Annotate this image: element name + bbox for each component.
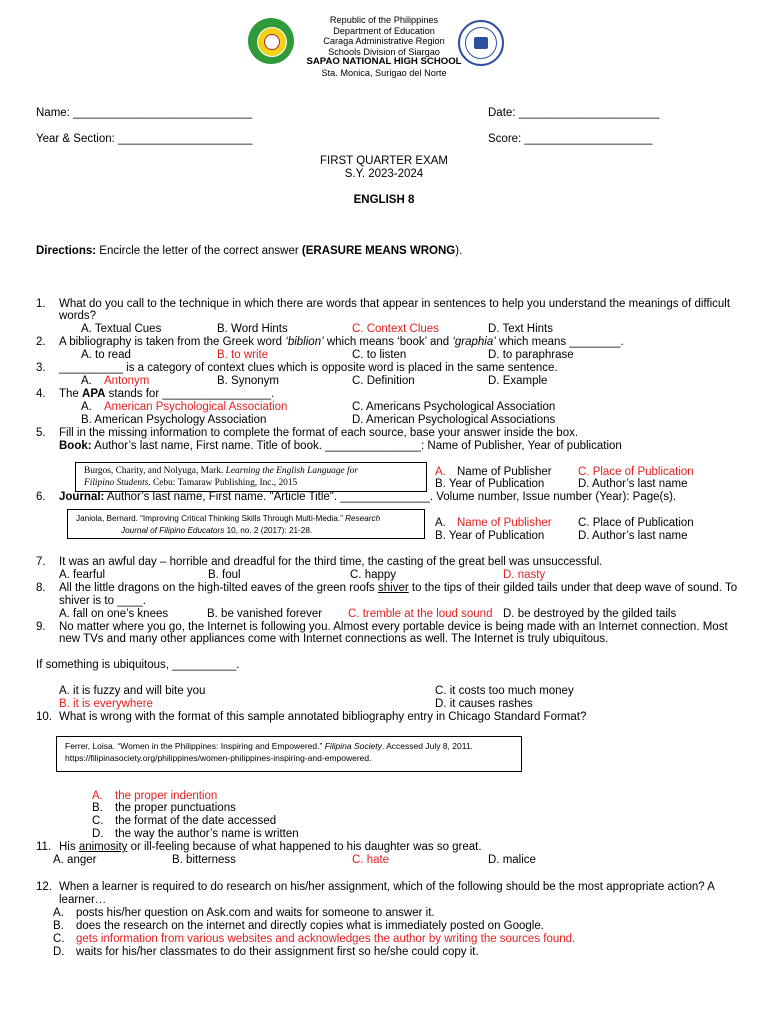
option-c[interactable]: C. Americans Psychological Association: [352, 401, 556, 413]
question-number: 8.: [36, 582, 46, 594]
citation-text: . Accessed July 8, 2011.: [381, 741, 473, 751]
target-word: shiver: [378, 582, 409, 594]
question-text: learner…: [59, 894, 107, 906]
option-a-letter: A.: [81, 401, 92, 413]
subject: ENGLISH 8: [353, 194, 415, 206]
question-text: When a learner is required to do research on his/her assignment, which of the following should be the most appropriate action? A: [59, 881, 715, 893]
citation-box: [75, 462, 427, 492]
option-a-letter: A.: [92, 790, 103, 802]
option-d[interactable]: the way the author’s name is written: [115, 828, 299, 840]
option-d[interactable]: D. Example: [488, 375, 548, 387]
option-c[interactable]: C. Definition: [352, 375, 415, 387]
option-a[interactable]: Name of Publisher: [457, 466, 552, 478]
citation-title: Learning the English Language for: [225, 466, 358, 476]
option-b[interactable]: B. be vanished forever: [207, 608, 323, 620]
option-b[interactable]: B. American Psychology Association: [81, 414, 267, 426]
citation-line: [76, 513, 416, 525]
option-c[interactable]: C. to listen: [352, 349, 407, 361]
option-b-letter: B.: [92, 802, 103, 814]
option-a[interactable]: A. anger: [53, 854, 97, 866]
option-a-answer[interactable]: the proper indention: [115, 790, 218, 802]
option-b[interactable]: B. Synonym: [217, 375, 279, 387]
option-c[interactable]: C. it costs too much money: [435, 685, 574, 697]
option-c-answer[interactable]: C. tremble at the loud sound: [348, 608, 493, 620]
option-b[interactable]: B. Year of Publication: [435, 478, 545, 490]
option-a[interactable]: A. fall on one’s knees: [59, 608, 169, 620]
question-number: 12.: [36, 881, 52, 893]
option-d[interactable]: waits for his/her classmates to do their assignment first so he/she could copy it.: [76, 946, 479, 958]
question-number: 3.: [36, 362, 46, 374]
directions-emphasis: (ERASURE MEANS WRONG: [301, 245, 456, 257]
option-d[interactable]: D. malice: [488, 854, 536, 866]
option-b-letter: B.: [53, 920, 64, 932]
option-d[interactable]: D. to paraphrase: [488, 349, 574, 361]
option-b[interactable]: B. bitterness: [172, 854, 236, 866]
citation-title: Research: [345, 514, 381, 523]
question-number: 2.: [36, 336, 46, 348]
option-c-answer[interactable]: C. Context Clues: [352, 323, 439, 335]
book-format: [59, 440, 622, 453]
question-number: 5.: [36, 427, 46, 439]
score-field[interactable]: Score: ____________________: [488, 133, 653, 145]
question-text: What is wrong with the format of this sample annotated bibliography entry in Chicago Standard Format?: [59, 711, 587, 723]
option-a[interactable]: A. it is fuzzy and will bite you: [59, 685, 206, 697]
option-c-answer[interactable]: C. hate: [352, 854, 390, 866]
text-part: which means ‘book’ and: [323, 336, 453, 348]
text-part: or ill-feeling because of what happened to his daughter was so great.: [127, 841, 482, 853]
option-c-letter: C.: [92, 815, 104, 827]
option-a[interactable]: A. fearful: [59, 569, 106, 581]
question-text: [59, 582, 737, 595]
question-text: [59, 388, 274, 401]
greek-word: ‘biblion’: [285, 336, 324, 348]
directions-end: ).: [455, 245, 463, 257]
text-part: to the tips of their gilded tails under that deep wave of sound. To: [408, 582, 738, 594]
text-part: His: [59, 841, 79, 853]
option-d[interactable]: D. Author’s last name: [578, 478, 688, 490]
option-a[interactable]: A. to read: [81, 349, 131, 361]
question-text: It was an awful day – horrible and dreadful for the third time, the casting of the great bell was unsuccessful.: [59, 556, 603, 568]
school-year: S.Y. 2023-2024: [344, 168, 424, 180]
letterhead: [284, 15, 484, 79]
option-d-letter: D.: [53, 946, 65, 958]
text-part: A bibliography is taken from the Greek word: [59, 336, 286, 348]
question-text: What do you call to the technique in which there are words that appear in sentences to help you understand the meanings of difficult: [59, 298, 731, 310]
text-part: The: [59, 388, 83, 400]
exam-title: FIRST QUARTER EXAM: [319, 155, 448, 167]
option-b-answer[interactable]: B. to write: [217, 349, 269, 361]
name-field[interactable]: Name: ____________________________: [36, 107, 253, 119]
option-b[interactable]: does the research on the internet and directly copies what is immediately posted on Google.: [76, 920, 544, 932]
citation-url: https://filipinasociety.org/philippines/women-philippines-inspiring-and-empowered.: [65, 752, 372, 763]
option-a-letter: A.: [81, 375, 92, 387]
question-text: words?: [59, 310, 97, 322]
book-format-text: Author’s last name, First name. Title of book. _______________: Name of Publisher, Year of publication: [91, 440, 622, 452]
option-b[interactable]: B. foul: [208, 569, 241, 581]
target-word: animosity: [78, 841, 128, 853]
citation-text: . Cebu: Tamaraw Publishing, Inc., 2015: [148, 477, 298, 488]
header-line: Department of Education: [333, 25, 435, 36]
option-c[interactable]: C. happy: [350, 569, 397, 581]
option-d[interactable]: D. American Psychological Associations: [352, 414, 556, 426]
greek-word: ‘graphia’: [452, 336, 496, 348]
question-number: 9.: [36, 621, 46, 633]
option-a-answer[interactable]: Name of Publisher: [457, 517, 552, 529]
book-label: Book:: [59, 440, 92, 452]
question-number: 10.: [36, 711, 52, 723]
option-c-answer[interactable]: C. Place of Publication: [578, 466, 694, 478]
journal-format-text: Author’s last name, First name. "Article Title". ______________. Volume number, Issue number (Year): Page(s).: [104, 491, 677, 503]
school-name: SAPAO NATIONAL HIGH SCHOOL: [306, 56, 462, 68]
option-b-answer[interactable]: B. it is everywhere: [59, 698, 153, 710]
date-field[interactable]: Date: ______________________: [488, 107, 660, 119]
citation-line: [76, 525, 416, 537]
question-stem: If something is ubiquitous, __________.: [36, 659, 240, 671]
directions-label: Directions:: [36, 245, 97, 257]
text-part: All the little dragons on the high-tilted eaves of the green roofs: [59, 582, 379, 594]
question-text: shiver is to ____.: [59, 595, 146, 607]
citation-title: Journal of Filipino Educators: [121, 525, 225, 535]
journal-label: Journal:: [59, 491, 105, 503]
question-number: 11.: [36, 841, 52, 853]
question-text: Fill in the missing information to complete the format of each source, base your answer inside the box.: [59, 427, 579, 439]
school-address: Sta. Monica, Surigao del Norte: [321, 67, 447, 78]
option-d[interactable]: D. Text Hints: [488, 323, 553, 335]
option-a[interactable]: posts his/her question on Ask.com and waits for someone to answer it.: [76, 907, 435, 919]
option-c-answer[interactable]: gets information from various websites and acknowledges the author by writing the sources found.: [76, 933, 576, 945]
journal-format: [59, 491, 676, 504]
option-b[interactable]: B. Word Hints: [217, 323, 288, 335]
header-line: Schools Division of Siargao: [328, 46, 440, 57]
question-number: 7.: [36, 556, 46, 568]
citation-box: [67, 509, 425, 539]
question-text: [59, 841, 482, 854]
text-part: stands for _________________.: [105, 388, 275, 400]
option-c[interactable]: the format of the date accessed: [115, 815, 277, 827]
header-line: Caraga Administrative Region: [323, 36, 445, 47]
question-number: 4.: [36, 388, 46, 400]
option-d[interactable]: D. Author’s last name: [578, 530, 688, 542]
section-field[interactable]: Year & Section: _____________________: [36, 133, 253, 145]
directions: [36, 245, 462, 258]
option-a[interactable]: A. Textual Cues: [81, 323, 162, 335]
question-text: __________ is a category of context clues which is opposite word is placed in the same sentence.: [59, 362, 558, 374]
option-a-answer[interactable]: Antonym: [104, 375, 150, 387]
directions-text: Encircle the letter of the correct answer: [96, 245, 302, 257]
citation-text: Janiola, Bernard. “Improving Critical Thinking Skills Through Multi-Media.”: [76, 514, 346, 523]
citation-line: [65, 741, 513, 753]
text-part: which means ________.: [495, 336, 624, 348]
option-b[interactable]: B. Year of Publication: [435, 530, 545, 542]
citation-text: Ferrer, Loisa. “Women in the Philippines: Inspiring and Empowered.”: [65, 741, 325, 751]
citation-title: Filipina Society: [324, 741, 382, 751]
citation-text: Burgos, Charity, and Nolyuga, Mark.: [84, 466, 226, 476]
citation-line: [84, 466, 418, 478]
question-text: new TVs and many other appliances come with Internet connections as well. The Internet is truly ubiquitous.: [59, 633, 609, 645]
question-number: 1.: [36, 298, 46, 310]
option-d[interactable]: D. it causes rashes: [435, 698, 533, 710]
option-a-letter: A.: [435, 466, 446, 478]
citation-line: [84, 478, 418, 490]
option-c-letter: C.: [53, 933, 65, 945]
option-d-answer[interactable]: D. nasty: [503, 569, 546, 581]
option-d-letter: D.: [92, 828, 104, 840]
option-d[interactable]: D. be destroyed by the gilded tails: [503, 608, 677, 620]
option-b[interactable]: the proper punctuations: [115, 802, 236, 814]
citation-title: Filipino Students: [84, 477, 149, 488]
option-a-answer[interactable]: American Psychological Association: [104, 401, 288, 413]
citation-text: 10, no. 2 (2017): 21-28.: [224, 525, 313, 535]
question-number: 6.: [36, 491, 46, 503]
apa-acronym: APA: [82, 388, 106, 400]
question-text: [59, 336, 624, 349]
option-a-letter: A.: [53, 907, 64, 919]
option-a-letter: A.: [435, 517, 446, 529]
citation-box: [56, 736, 522, 772]
option-c[interactable]: C. Place of Publication: [578, 517, 694, 529]
question-text: No matter where you go, the Internet is following you. Almost every portable device is being made with an Internet connection. Most: [59, 621, 728, 633]
header-line: Republic of the Philippines: [329, 15, 439, 25]
